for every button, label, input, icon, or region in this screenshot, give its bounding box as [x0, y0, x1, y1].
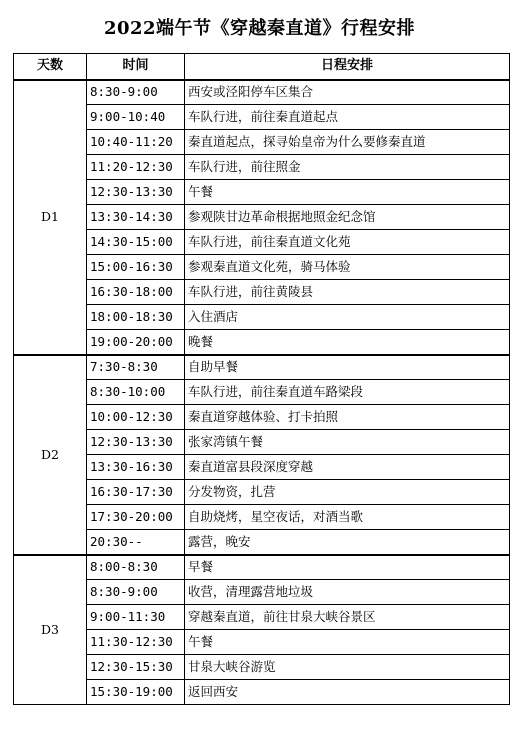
- activity-cell: 车队行进，前往秦直道起点: [185, 105, 510, 130]
- activity-cell: 车队行进，前往秦直道文化苑: [185, 230, 510, 255]
- table-row: [14, 630, 510, 655]
- time-cell: 9:00-10:40: [87, 105, 185, 130]
- time-cell: 12:30-13:30: [87, 180, 185, 205]
- table-header-row: [14, 54, 510, 80]
- time-cell: 10:40-11:20: [87, 130, 185, 155]
- time-cell: 15:00-16:30: [87, 255, 185, 280]
- activity-cell: 晚餐: [185, 330, 510, 355]
- activity-cell: 早餐: [185, 555, 510, 580]
- table-row: [14, 430, 510, 455]
- activity-cell: 参观陕甘边革命根据地照金纪念馆: [185, 205, 510, 230]
- table-row: [14, 305, 510, 330]
- time-cell: 13:30-14:30: [87, 205, 185, 230]
- time-cell: 10:00-12:30: [87, 405, 185, 430]
- time-cell: 15:30-19:00: [87, 680, 185, 705]
- time-cell: 8:30-9:00: [87, 80, 185, 105]
- activity-cell: 秦直道富县段深度穿越: [185, 455, 510, 480]
- time-cell: 11:30-12:30: [87, 630, 185, 655]
- day-label: D1: [14, 80, 87, 355]
- time-cell: 18:00-18:30: [87, 305, 185, 330]
- activity-cell: 自助烧烤，星空夜话，对酒当歌: [185, 505, 510, 530]
- header-time: 时间: [87, 54, 185, 80]
- activity-cell: 车队行进，前往秦直道车路梁段: [185, 380, 510, 405]
- time-cell: 8:30-9:00: [87, 580, 185, 605]
- activity-cell: 车队行进，前往黄陵县: [185, 280, 510, 305]
- activity-cell: 返回西安: [185, 680, 510, 705]
- time-cell: 16:30-17:30: [87, 480, 185, 505]
- table-row: [14, 530, 510, 555]
- table-row: [14, 230, 510, 255]
- table-row: [14, 205, 510, 230]
- activity-cell: 穿越秦直道，前往甘泉大峡谷景区: [185, 605, 510, 630]
- activity-cell: 自助早餐: [185, 355, 510, 380]
- activity-cell: 西安或泾阳停车区集合: [185, 80, 510, 105]
- table-row: [14, 105, 510, 130]
- activity-cell: 分发物资，扎营: [185, 480, 510, 505]
- time-cell: 17:30-20:00: [87, 505, 185, 530]
- time-cell: 8:30-10:00: [87, 380, 185, 405]
- header-day: 天数: [14, 54, 87, 80]
- activity-cell: 午餐: [185, 630, 510, 655]
- time-cell: 19:00-20:00: [87, 330, 185, 355]
- table-row: [14, 80, 510, 105]
- table-row: [14, 330, 510, 355]
- activity-cell: 车队行进，前往照金: [185, 155, 510, 180]
- time-cell: 12:30-13:30: [87, 430, 185, 455]
- table-row: [14, 480, 510, 505]
- table-row: [14, 655, 510, 680]
- time-cell: 11:20-12:30: [87, 155, 185, 180]
- day-label: D3: [14, 555, 87, 705]
- activity-cell: 秦直道起点，探寻始皇帝为什么要修秦直道: [185, 130, 510, 155]
- table-row: [14, 255, 510, 280]
- table-row: [14, 580, 510, 605]
- activity-cell: 参观秦直道文化苑，骑马体验: [185, 255, 510, 280]
- table-row: [14, 180, 510, 205]
- table-row: [14, 130, 510, 155]
- time-cell: 14:30-15:00: [87, 230, 185, 255]
- activity-cell: 秦直道穿越体验、打卡拍照: [185, 405, 510, 430]
- header-schedule: 日程安排: [185, 54, 510, 80]
- table-body: [14, 80, 510, 705]
- activity-cell: 露营，晚安: [185, 530, 510, 555]
- table-row: [14, 505, 510, 530]
- table-row: [14, 380, 510, 405]
- table-row: [14, 155, 510, 180]
- table-row: [14, 555, 510, 580]
- table-row: [14, 355, 510, 380]
- activity-cell: 入住酒店: [185, 305, 510, 330]
- time-cell: 12:30-15:30: [87, 655, 185, 680]
- table-row: [14, 680, 510, 705]
- page-title: 2022端午节《穿越秦直道》行程安排: [103, 18, 416, 39]
- time-cell: 7:30-8:30: [87, 355, 185, 380]
- table-row: [14, 455, 510, 480]
- activity-cell: 甘泉大峡谷游览: [185, 655, 510, 680]
- activity-cell: 张家湾镇午餐: [185, 430, 510, 455]
- time-cell: 8:00-8:30: [87, 555, 185, 580]
- time-cell: 13:30-16:30: [87, 455, 185, 480]
- time-cell: 20:30--: [87, 530, 185, 555]
- activity-cell: 午餐: [185, 180, 510, 205]
- itinerary-table: [13, 53, 510, 705]
- activity-cell: 收营，清理露营地垃圾: [185, 580, 510, 605]
- time-cell: 9:00-11:30: [87, 605, 185, 630]
- table-row: [14, 280, 510, 305]
- day-label: D2: [14, 355, 87, 555]
- time-cell: 16:30-18:00: [87, 280, 185, 305]
- table-row: [14, 605, 510, 630]
- table-row: [14, 405, 510, 430]
